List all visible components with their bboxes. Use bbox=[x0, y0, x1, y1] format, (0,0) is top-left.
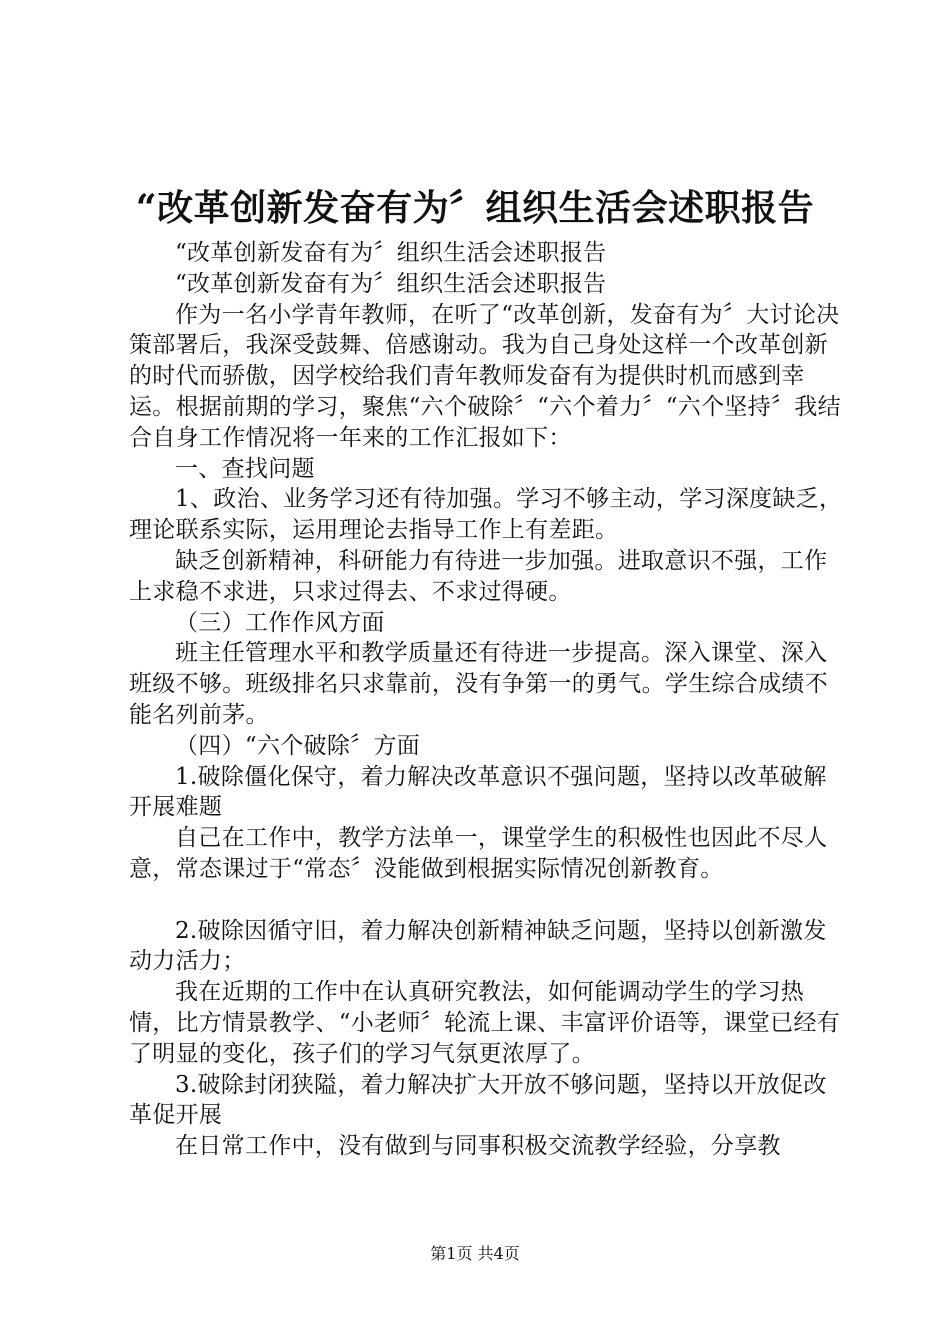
section-heading: （三）工作作风方面 bbox=[175, 609, 385, 636]
document-title: “改革创新发奋有为〞组织生活会述职报告 bbox=[135, 187, 815, 229]
body-paragraph: 缺乏创新精神，科研能力有待进一步加强。进取意识不强，工作上求稳不求进，只求过得去、不求过得硬。 bbox=[129, 547, 828, 605]
body-paragraph: 班主任管理水平和教学质量还有待进一步提高。深入课堂、深入班级不够。班级排名只求靠前，没有争第一的勇气。学生综合成绩不能名列前茅。 bbox=[129, 640, 828, 728]
page-number: 第1页 共4页 bbox=[430, 1244, 520, 1263]
body-paragraph: 我在近期的工作中在认真研究教法，如何能调动学生的学习热情，比方情景教学、“小老师〞轮流上课、丰富评价语等，课堂已经有了明显的变化，孩子们的学习气氛更浓厚了。 bbox=[129, 979, 841, 1067]
section-heading: 一、查找问题 bbox=[175, 455, 315, 482]
body-paragraph: 作为一名小学青年教师，在听了“改革创新，发奋有为〞大讨论决策部署后，我深受鼓舞、倍感谢动。我为自己身处这样一个改革创新的时代而骄傲，因学校给我们青年教师发奋有为提供时机而感到幸运。根据前期的学习，聚焦“六个破除〞“六个着力〞“六个坚持〞我结合自身工作情况将一年来的工作汇报如下： bbox=[129, 301, 841, 451]
subtitle-line: “改革创新发奋有为〞组织生活会述职报告 bbox=[175, 270, 607, 297]
document-body bbox=[129, 238, 844, 1162]
section-heading: （四）“六个破除〞方面 bbox=[175, 732, 421, 759]
body-paragraph: 在日常工作中，没有做到与同事积极交流教学经验，分享教 bbox=[175, 1133, 781, 1160]
body-paragraph: 自己在工作中，教学方法单一，课堂学生的积极性也因此不尽人意，常态课过于“常态〞没能做到根据实际情况创新教育。 bbox=[129, 825, 828, 882]
subtitle-line: “改革创新发奋有为〞组织生活会述职报告 bbox=[175, 240, 607, 266]
body-paragraph: 1.破除僵化保守，着力解决改革意识不强问题，坚持以改革破解开展难题 bbox=[129, 763, 827, 821]
body-paragraph: 2.破除因循守旧，着力解决创新精神缺乏问题，坚持以创新激发动力活力； bbox=[129, 917, 827, 975]
body-paragraph: 1、政治、业务学习还有待加强。学习不够主动，学习深度缺乏，理论联系实际，运用理论去指导工作上有差距。 bbox=[129, 486, 843, 544]
blank-line bbox=[129, 885, 844, 916]
body-paragraph: 3.破除封闭狭隘，着力解决扩大开放不够问题，坚持以开放促改革促开展 bbox=[129, 1071, 827, 1129]
